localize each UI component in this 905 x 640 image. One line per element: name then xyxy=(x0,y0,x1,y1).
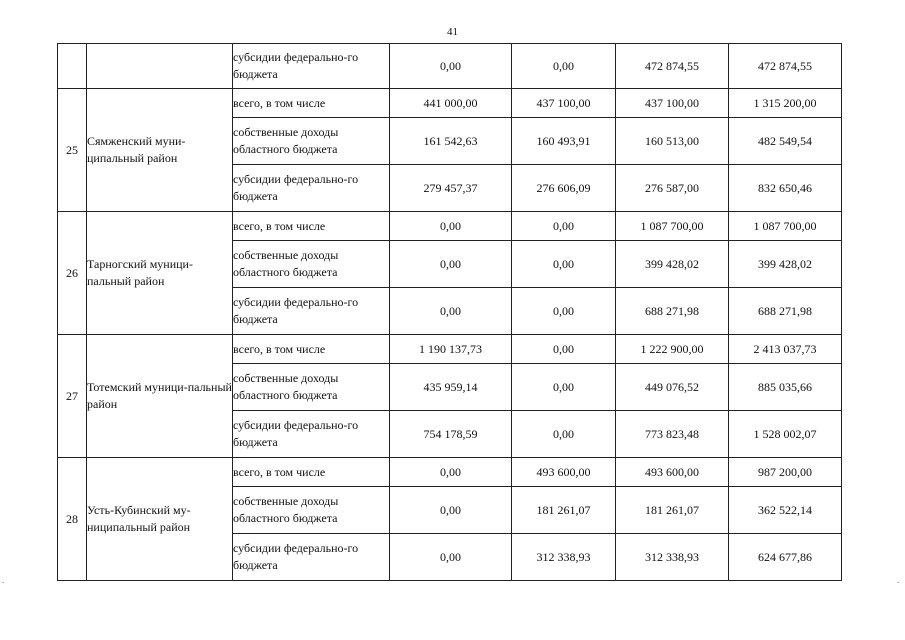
row-description: всего, в том числе xyxy=(233,89,390,118)
value-cell: 0,00 xyxy=(390,487,512,534)
value-cell: 312 338,93 xyxy=(616,534,729,581)
district-name-cell: Сямженский муни-ципальный район xyxy=(87,89,233,212)
value-cell: 1 190 137,73 xyxy=(390,335,512,364)
value-cell: 0,00 xyxy=(390,241,512,288)
value-cell: 773 823,48 xyxy=(616,411,729,458)
value-cell: 688 271,98 xyxy=(729,288,842,335)
value-cell: 276 587,00 xyxy=(616,165,729,212)
value-cell: 362 522,14 xyxy=(729,487,842,534)
row-number-cell xyxy=(58,44,87,89)
value-cell: 832 650,46 xyxy=(729,165,842,212)
row-description: субсидии федерально-го бюджета xyxy=(233,44,390,89)
value-cell: 437 100,00 xyxy=(512,89,616,118)
value-cell: 0,00 xyxy=(390,212,512,241)
value-cell: 399 428,02 xyxy=(616,241,729,288)
value-cell: 449 076,52 xyxy=(616,364,729,411)
value-cell: 0,00 xyxy=(512,44,616,89)
value-cell: 276 606,09 xyxy=(512,165,616,212)
table-body xyxy=(58,44,842,581)
value-cell: 161 542,63 xyxy=(390,118,512,165)
value-cell: 2 413 037,73 xyxy=(729,335,842,364)
value-cell: 1 222 900,00 xyxy=(616,335,729,364)
value-cell: 987 200,00 xyxy=(729,458,842,487)
row-description: субсидии федерально-го бюджета xyxy=(233,534,390,581)
district-name-cell: Тотемский муници-пальный район xyxy=(87,335,233,458)
value-cell: 441 000,00 xyxy=(390,89,512,118)
value-cell: 181 261,07 xyxy=(512,487,616,534)
row-description: собственные доходы областного бюджета xyxy=(233,487,390,534)
margin-dot: . xyxy=(2,575,5,585)
table-row xyxy=(58,89,842,118)
value-cell: 0,00 xyxy=(512,241,616,288)
value-cell: 437 100,00 xyxy=(616,89,729,118)
value-cell: 1 315 200,00 xyxy=(729,89,842,118)
table-row xyxy=(58,44,842,89)
value-cell: 0,00 xyxy=(512,411,616,458)
value-cell: 472 874,55 xyxy=(616,44,729,89)
value-cell: 688 271,98 xyxy=(616,288,729,335)
row-description: субсидии федерально-го бюджета xyxy=(233,288,390,335)
row-number-cell: 27 xyxy=(58,335,87,458)
row-description: всего, в том числе xyxy=(233,458,390,487)
value-cell: 1 087 700,00 xyxy=(616,212,729,241)
row-description: собственные доходы областного бюджета xyxy=(233,364,390,411)
value-cell: 0,00 xyxy=(390,288,512,335)
value-cell: 0,00 xyxy=(390,44,512,89)
row-description: собственные доходы областного бюджета xyxy=(233,241,390,288)
row-description: субсидии федерально-го бюджета xyxy=(233,411,390,458)
value-cell: 1 528 002,07 xyxy=(729,411,842,458)
district-name-cell: Тарногский муници-пальный район xyxy=(87,212,233,335)
value-cell: 624 677,86 xyxy=(729,534,842,581)
value-cell: 160 493,91 xyxy=(512,118,616,165)
district-name-cell xyxy=(87,44,233,89)
value-cell: 0,00 xyxy=(390,458,512,487)
value-cell: 160 513,00 xyxy=(616,118,729,165)
value-cell: 312 338,93 xyxy=(512,534,616,581)
margin-dot: . xyxy=(897,575,900,585)
value-cell: 493 600,00 xyxy=(512,458,616,487)
value-cell: 482 549,54 xyxy=(729,118,842,165)
value-cell: 399 428,02 xyxy=(729,241,842,288)
table-row xyxy=(58,458,842,487)
value-cell: 0,00 xyxy=(512,212,616,241)
page-number: 41 xyxy=(447,26,458,38)
row-number-cell: 28 xyxy=(58,458,87,581)
district-name-cell: Усть-Кубинский му-ниципальный район xyxy=(87,458,233,581)
value-cell: 0,00 xyxy=(512,335,616,364)
value-cell: 435 959,14 xyxy=(390,364,512,411)
table-row xyxy=(58,335,842,364)
value-cell: 181 261,07 xyxy=(616,487,729,534)
row-description: субсидии федерально-го бюджета xyxy=(233,165,390,212)
value-cell: 493 600,00 xyxy=(616,458,729,487)
value-cell: 754 178,59 xyxy=(390,411,512,458)
value-cell: 1 087 700,00 xyxy=(729,212,842,241)
value-cell: 472 874,55 xyxy=(729,44,842,89)
row-description: всего, в том числе xyxy=(233,335,390,364)
table-row xyxy=(58,212,842,241)
budget-table xyxy=(57,43,842,581)
value-cell: 885 035,66 xyxy=(729,364,842,411)
row-description: собственные доходы областного бюджета xyxy=(233,118,390,165)
value-cell: 0,00 xyxy=(390,534,512,581)
value-cell: 279 457,37 xyxy=(390,165,512,212)
value-cell: 0,00 xyxy=(512,364,616,411)
row-description: всего, в том числе xyxy=(233,212,390,241)
value-cell: 0,00 xyxy=(512,288,616,335)
row-number-cell: 25 xyxy=(58,89,87,212)
row-number-cell: 26 xyxy=(58,212,87,335)
